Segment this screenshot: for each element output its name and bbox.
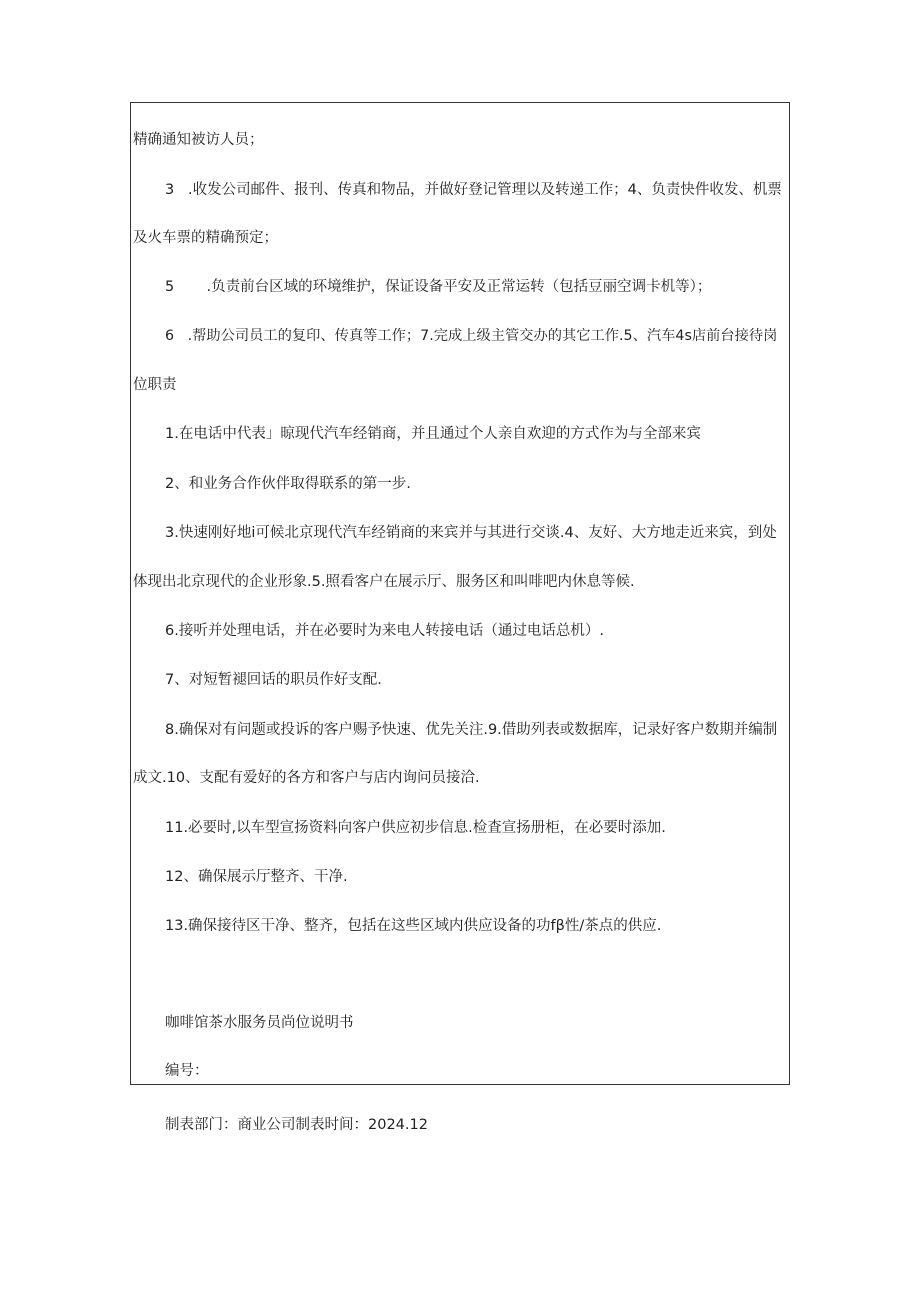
text-line-1: 精确通知被访人员； bbox=[133, 132, 264, 148]
text-line-12: 7、对短暂褪回话的职员作好支配. bbox=[165, 672, 382, 688]
text-line-4: 5 .负责前台区域的环境维护，保证设备平安及正常运转（包括豆丽空调卡机等）； bbox=[165, 279, 712, 295]
footer-info: 制表部门：商业公司制表时间：2024.12 bbox=[165, 1117, 428, 1133]
text-line-17: 13.确保接待区干净、整齐，包括在这些区域内供应设备的功fβ性/茶点的供应. bbox=[165, 918, 662, 934]
text-line-16: 12、确保展示厅整齐、干净. bbox=[165, 869, 348, 885]
text-line-8: 2、和业务合作伙伴取得联系的第一步. bbox=[165, 476, 411, 492]
text-line-14: 成文.10、支配有爱好的各方和客户与店内询问员接洽. bbox=[133, 770, 480, 786]
text-line-3: 及火车票的精确预定； bbox=[133, 230, 278, 246]
text-line-11: 6.接听并处理电话，并在必要时为来电人转接电话（通过电话总机）. bbox=[165, 623, 604, 639]
text-line-9: 3.快速刚好地i可候北京现代汽车经销商的来宾并与其进行交谈.4、友好、大方地走近来宾，到处 bbox=[165, 525, 777, 541]
document-table-box bbox=[130, 102, 790, 1085]
section-title: 咖啡馆茶水服务员尚位说明书 bbox=[165, 1015, 354, 1031]
text-line-7: 1.在电话中代表」晾现代汽车经销商，并且通过个人亲自欢迎的方式作为与全部来宾 bbox=[165, 426, 701, 442]
text-line-13: 8.确保对有问题或投诉的客户赐予快速、优先关注.9.借助列表或数据库，记录好客户数期并编制 bbox=[165, 722, 778, 738]
number-field-label: 编号： bbox=[165, 1063, 209, 1079]
text-line-15: 11.必要时,以车型宣扬资料向客户供应初步信息.检査宣扬册柜，在必要时添加. bbox=[165, 820, 666, 836]
text-line-5: 6 .帮助公司员工的复印、传真等工作；7.完成上级主管交办的其它工作.5、汽车4s店前台接待岗 bbox=[165, 328, 778, 344]
text-line-2: 3 .收发公司邮件、报刊、传真和物品，并做好登记管理以及转递工作；4、负责快件收发、机票 bbox=[165, 182, 782, 198]
text-line-6: 位职责 bbox=[133, 377, 177, 393]
text-line-10: 体现出北京现代的企业形象.5.照看客户在展示厅、服务区和叫啡吧内休息等候. bbox=[133, 574, 635, 590]
